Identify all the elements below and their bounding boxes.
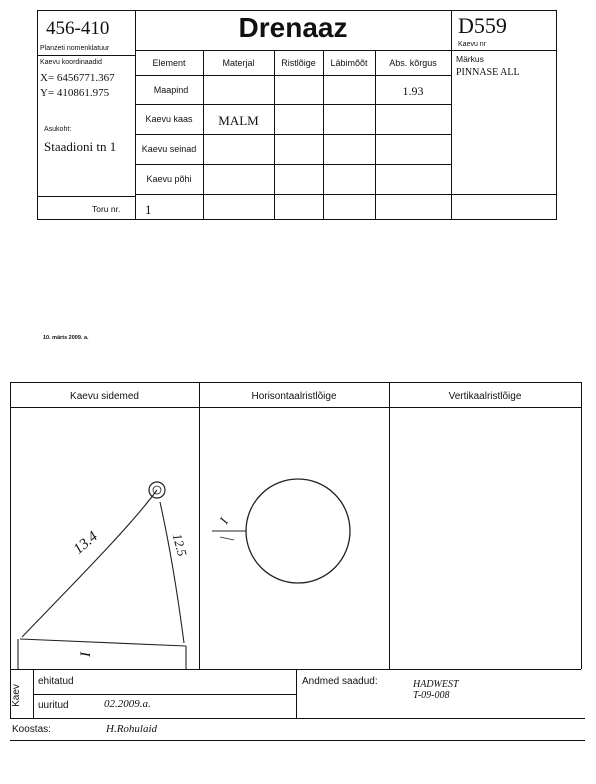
well-number: D559	[458, 13, 507, 38]
remarks-value: PINNASE ALL	[456, 67, 520, 78]
distance-left-label: 13.4	[70, 528, 102, 558]
header-cross-section: Ristlõige	[281, 58, 316, 68]
header-material: Materjal	[222, 58, 255, 68]
row-elevation: 1.93	[402, 84, 424, 98]
header-element: Element	[152, 58, 186, 68]
page-title: Drenaaz	[238, 12, 348, 43]
footer-side-label: Kaev	[10, 684, 22, 707]
remarks-label: Märkus	[456, 54, 484, 64]
author-value: H.Rohulaid	[106, 723, 158, 735]
source-code: T-09-008	[413, 690, 450, 701]
pipe-mark-circle: I	[216, 515, 232, 527]
row-element: Kaevu seinad	[141, 144, 197, 154]
row-material: MALM	[218, 113, 259, 128]
row-element: Maapind	[153, 85, 189, 95]
horizontal-section-drawing	[200, 407, 389, 669]
pipe-label: Toru nr.	[92, 204, 121, 214]
source-name: HADWEST	[413, 679, 459, 690]
date-stamp: 10. märts 2009. a.	[43, 335, 89, 341]
distance-right-label: 12.5	[169, 531, 191, 558]
pipe-number: 1	[145, 202, 152, 217]
surveyed-value: 02.2009.a.	[104, 698, 151, 710]
row-element: Kaevu põhi	[146, 174, 192, 184]
x-coordinate: X= 6456771.367	[40, 72, 115, 84]
column-header-vertical-section: Vertikaalristlõige	[448, 391, 522, 402]
header-elevation: Abs. kõrgus	[389, 58, 437, 68]
map-sheet-label: Planzeti nomenklatuur	[40, 45, 110, 52]
location-label: Asukoht:	[44, 126, 72, 133]
well-number-label: Kaevu nr	[458, 41, 487, 48]
built-label: ehitatud	[38, 676, 74, 687]
source-label: Andmed saadud:	[302, 676, 378, 687]
y-coordinate: Y= 410861.975	[40, 87, 110, 99]
author-label: Koostas:	[12, 724, 51, 735]
map-sheet-number: 456-410	[46, 18, 110, 39]
header-diameter: Läbimõõt	[330, 58, 368, 68]
manhole-circle	[246, 479, 350, 583]
row-element: Kaevu kaas	[145, 114, 193, 124]
coords-label: Kaevu koordinaadid	[40, 59, 102, 66]
column-header-well-ties: Kaevu sidemed	[70, 391, 139, 402]
sketch-top-border	[10, 382, 581, 383]
surveyed-label: uuritud	[38, 700, 69, 711]
column-header-horizontal-section: Horisontaalristlõige	[251, 391, 337, 402]
pipe-mark-bottom: I	[78, 652, 94, 657]
location-value: Staadioni tn 1	[44, 139, 117, 154]
